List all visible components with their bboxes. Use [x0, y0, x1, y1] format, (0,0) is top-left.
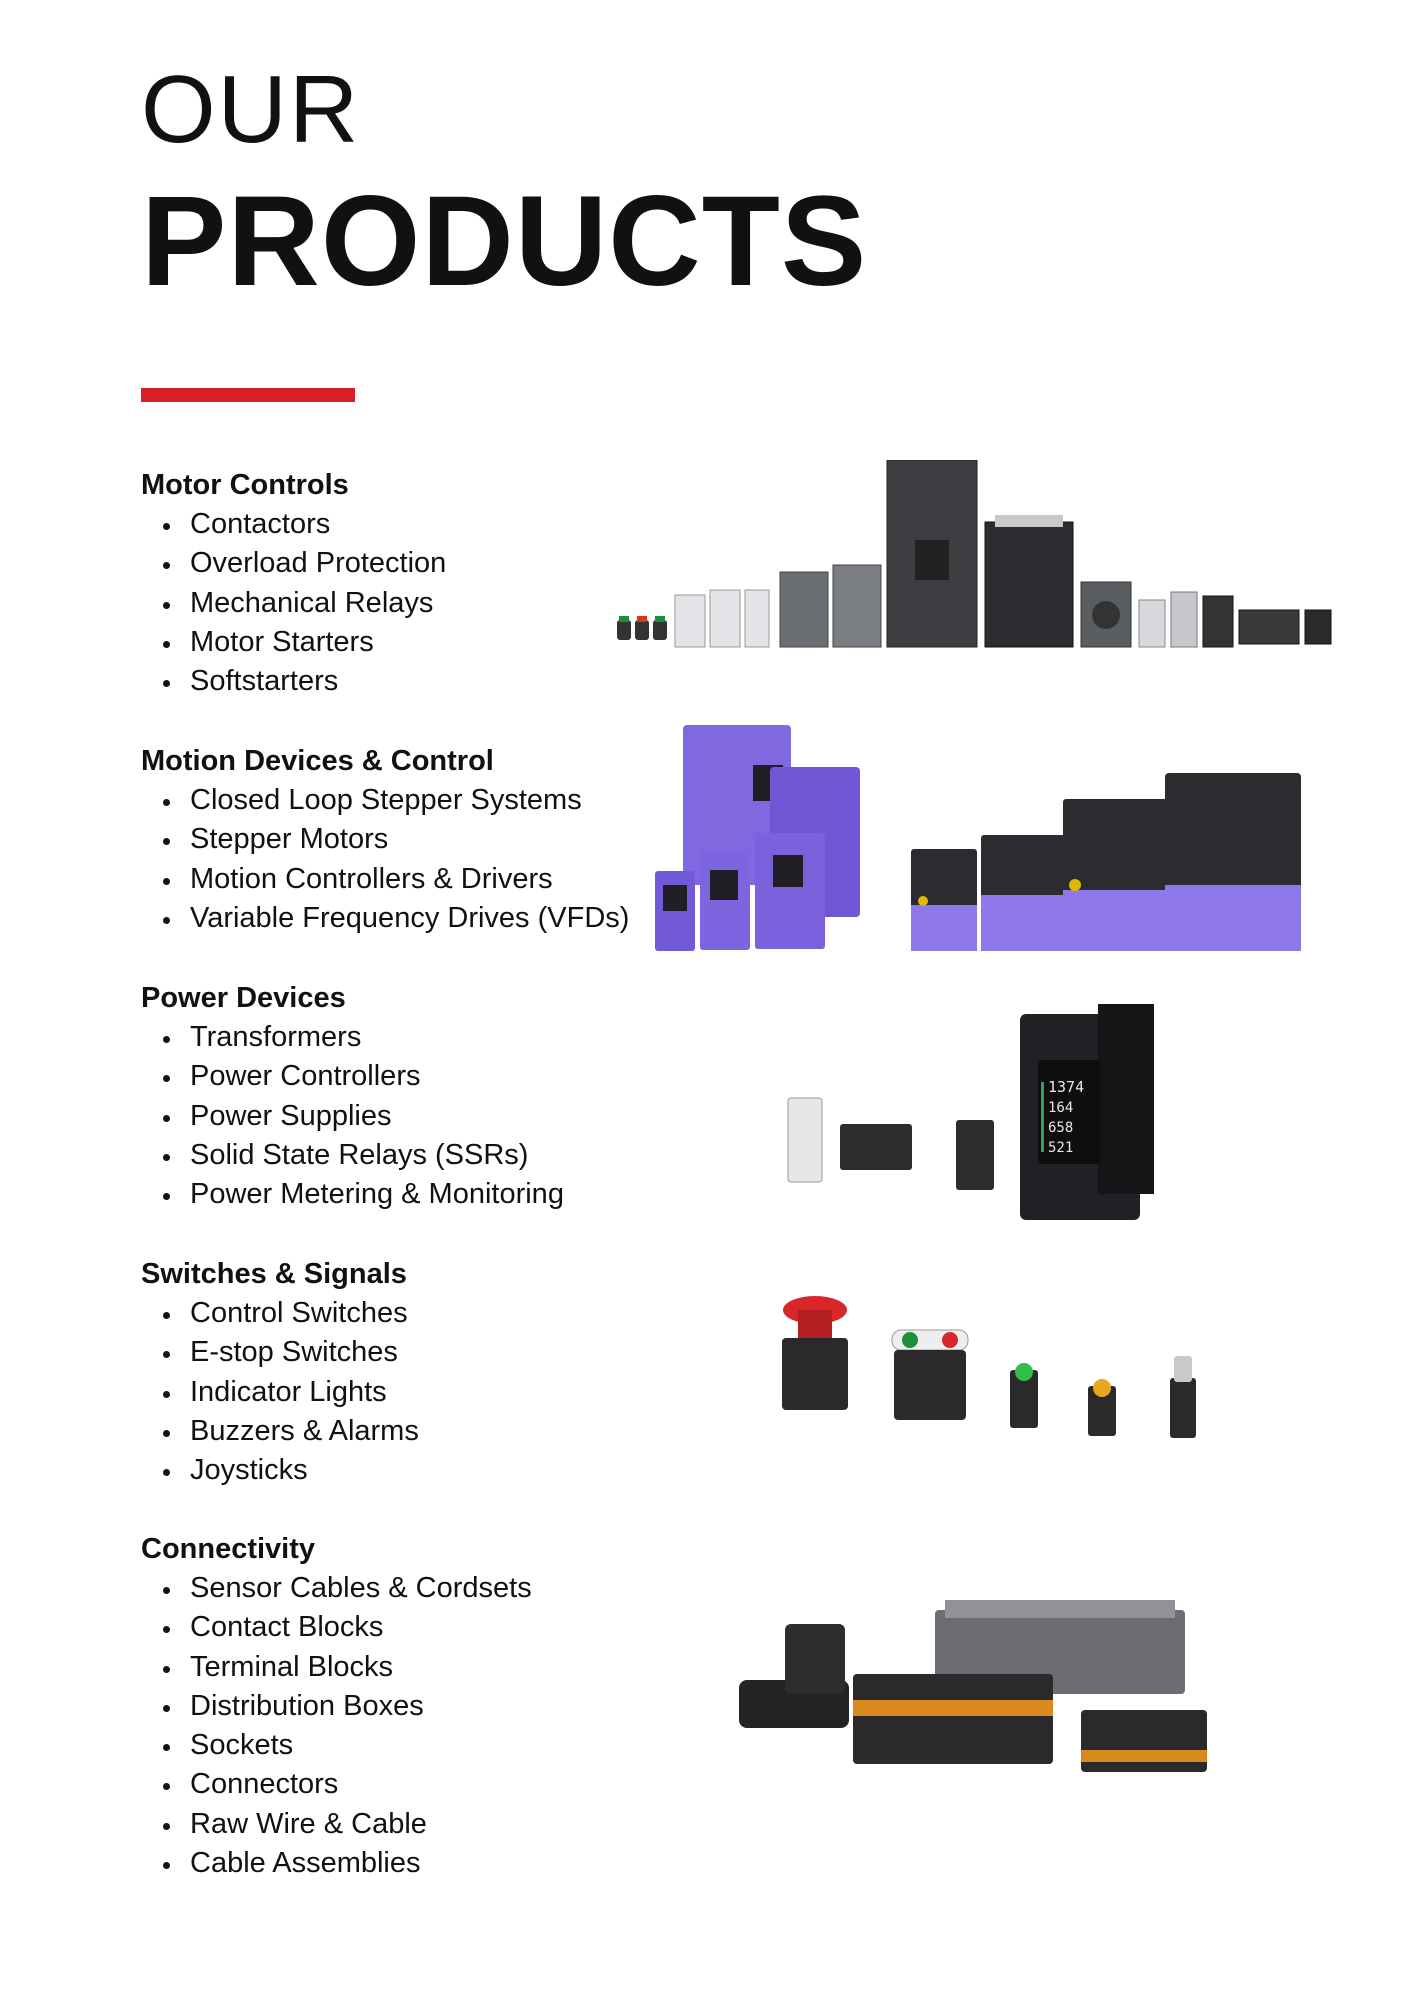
list-item: Power Metering & Monitoring [141, 1175, 564, 1214]
list-item: Stepper Motors [141, 820, 629, 859]
list-item: E-stop Switches [141, 1333, 419, 1372]
section-title: Switches & Signals [141, 1258, 407, 1290]
list-item: Joysticks [141, 1451, 419, 1490]
section-power-devices [141, 978, 564, 1214]
list-item: Contact Blocks [141, 1608, 532, 1647]
list-item: Mechanical Relays [141, 584, 446, 623]
switches-signals-products-image [770, 1290, 1230, 1470]
list-item: Terminal Blocks [141, 1648, 532, 1687]
list-item: Distribution Boxes [141, 1687, 532, 1726]
list-item: Control Switches [141, 1294, 419, 1333]
list-item: Contactors [141, 505, 446, 544]
list-item: Connectors [141, 1765, 532, 1804]
list-item: Transformers [141, 1018, 564, 1057]
list-item: Buzzers & Alarms [141, 1412, 419, 1451]
power-devices-products-image [780, 1000, 1180, 1230]
readout-2: 164 [1048, 1100, 1074, 1116]
readout-3: 658 [1048, 1120, 1074, 1136]
section-switches-signals [141, 1254, 419, 1490]
section-title: Power Devices [141, 982, 346, 1014]
item-list [141, 1294, 419, 1490]
list-item: Sensor Cables & Cordsets [141, 1569, 532, 1608]
list-item: Closed Loop Stepper Systems [141, 781, 629, 820]
list-item: Raw Wire & Cable [141, 1805, 532, 1844]
list-item: Indicator Lights [141, 1373, 419, 1412]
list-item: Motion Controllers & Drivers [141, 860, 629, 899]
page-title-line1: OUR [141, 56, 361, 163]
list-item: Power Supplies [141, 1097, 564, 1136]
item-list [141, 1569, 532, 1883]
list-item: Softstarters [141, 662, 446, 701]
list-item: Motor Starters [141, 623, 446, 662]
page-title-line2: PRODUCTS [141, 170, 868, 313]
accent-divider [141, 388, 355, 402]
item-list [141, 781, 629, 938]
list-item: Power Controllers [141, 1057, 564, 1096]
list-item: Cable Assemblies [141, 1844, 532, 1883]
item-list [141, 1018, 564, 1214]
item-list [141, 505, 446, 701]
section-title: Motor Controls [141, 469, 349, 501]
section-motor-controls [141, 465, 446, 701]
readout-1: 1374 [1048, 1078, 1085, 1096]
section-motion-devices [141, 741, 629, 938]
connectivity-products-image [735, 1590, 1215, 1790]
section-title: Motion Devices & Control [141, 745, 494, 777]
section-title: Connectivity [141, 1533, 316, 1565]
motion-devices-products-image [655, 725, 1305, 955]
motor-controls-products-image [615, 460, 1335, 660]
readout-4: 521 [1048, 1140, 1074, 1156]
list-item: Variable Frequency Drives (VFDs) [141, 899, 629, 938]
list-item: Overload Protection [141, 544, 446, 583]
list-item: Sockets [141, 1726, 532, 1765]
list-item: Solid State Relays (SSRs) [141, 1136, 564, 1175]
section-connectivity [141, 1529, 532, 1883]
